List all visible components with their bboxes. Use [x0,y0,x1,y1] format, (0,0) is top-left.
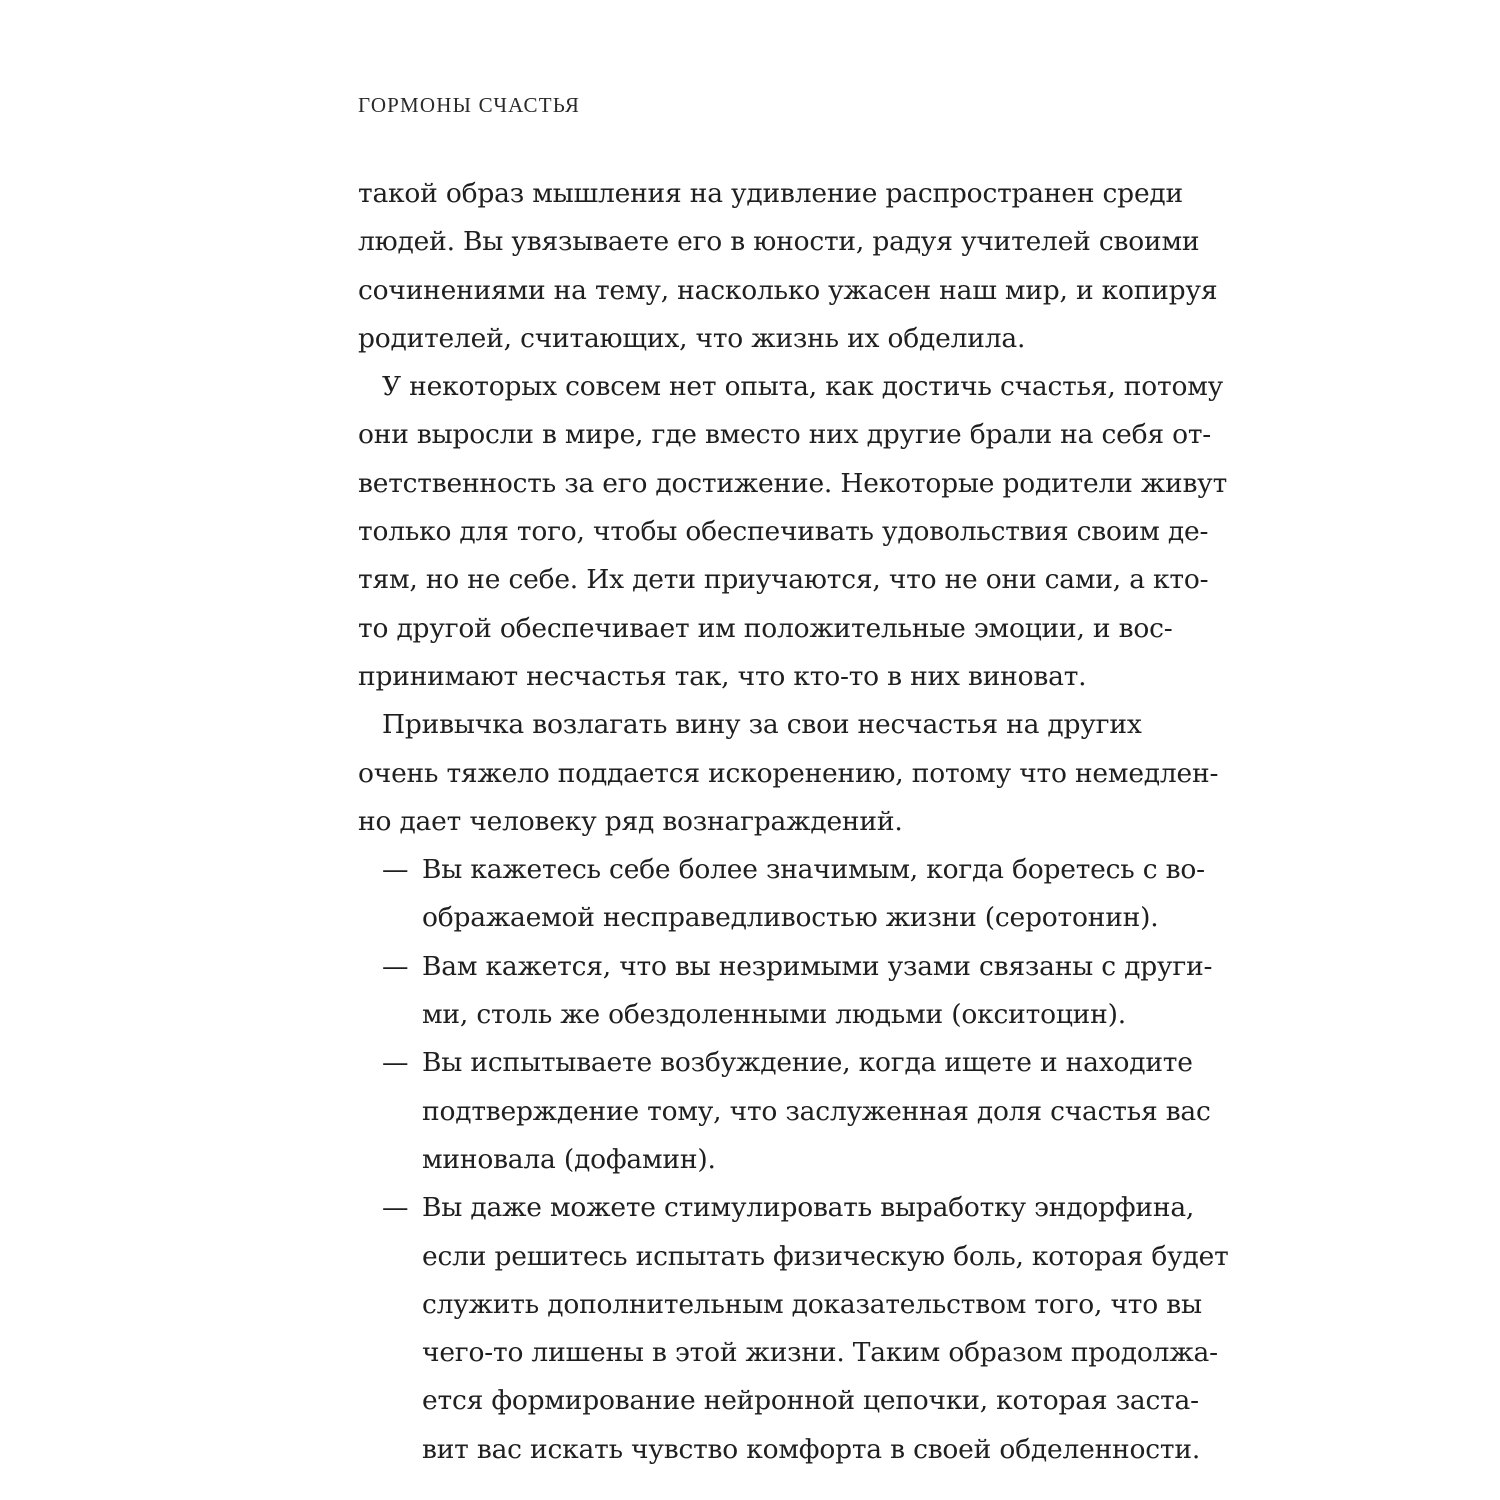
list-item-line: ображаемой несправедливостью жизни (серотонин). [422,902,1159,934]
list-item-line: Вы испытываете возбуждение, когда ищете и находите [422,1047,1193,1079]
list-item-line: Вам кажется, что вы незримыми узами связаны с други- [422,950,1213,982]
paragraph-line: принимают несчастья так, что кто-то в них виноват. [358,660,1087,692]
running-header: ГОРМОНЫ СЧАСТЬЯ [358,93,581,117]
paragraph-line: людей. Вы увязываете его в юности, радуя учителей своими [358,226,1200,258]
paragraph-1 [358,170,1218,363]
dash-list [358,846,1229,1474]
paragraph-3 [358,701,1219,846]
list-item-line: если решитесь испытать физическую боль, которая будет [422,1240,1229,1272]
list-item-line: ми, столь же обездоленными людьми (окситоцин). [422,999,1126,1031]
list-item-line: Вы кажетесь себе более значимым, когда боретесь с во- [422,854,1205,886]
paragraph-2 [358,363,1228,701]
list-item [358,1184,1229,1474]
em-dash-bullet: — [382,854,409,886]
paragraph-line: сочинениями на тему, насколько ужасен наш мир, и копируя [358,274,1218,306]
em-dash-bullet: — [382,1192,409,1224]
list-item-line: чего-то лишены в этой жизни. Таким образом продолжа- [422,1337,1218,1369]
list-item-line: миновала (дофамин). [422,1143,716,1175]
list-item [358,846,1205,943]
paragraph-line: только для того, чтобы обеспечивать удовольствия своим де- [358,516,1209,548]
list-item [358,943,1213,1040]
paragraph-line: такой образ мышления на удивление распространен среди [358,178,1184,209]
list-item-line: служить дополнительным доказательством того, что вы [422,1288,1202,1320]
paragraph-line: то другой обеспечивает им положительные эмоции, и вос- [358,612,1173,644]
paragraph-line: но дает человеку ряд вознаграждений. [358,805,903,837]
paragraph-line: ветственность за его достижение. Некоторые родители живут [358,467,1228,499]
paragraph-line: Привычка возлагать вину за свои несчастья на других [382,709,1142,741]
em-dash-bullet: — [382,1047,409,1079]
page-body [358,170,1229,1474]
paragraph-line: очень тяжело поддается искоренению, потому что немедлен- [358,757,1219,789]
paragraph-line: У некоторых совсем нет опыта, как достичь счастья, потому [382,371,1224,403]
paragraph-line: они выросли в мире, где вместо них другие брали на себя от- [358,419,1212,451]
paragraph-line: родителей, считающих, что жизнь их обделила. [358,322,1026,354]
list-item-line: ется формирование нейронной цепочки, которая заста- [422,1385,1199,1417]
paragraph-line: тям, но не себе. Их дети приучаются, что не они сами, а кто- [358,564,1209,596]
em-dash-bullet: — [382,950,409,982]
list-item-line: вит вас искать чувство комфорта в своей обделенности. [422,1433,1201,1465]
list-item-line: Вы даже можете стимулировать выработку эндорфина, [422,1192,1195,1224]
list-item-line: подтверждение тому, что заслуженная доля счастья вас [422,1095,1211,1127]
list-item [358,1039,1211,1184]
